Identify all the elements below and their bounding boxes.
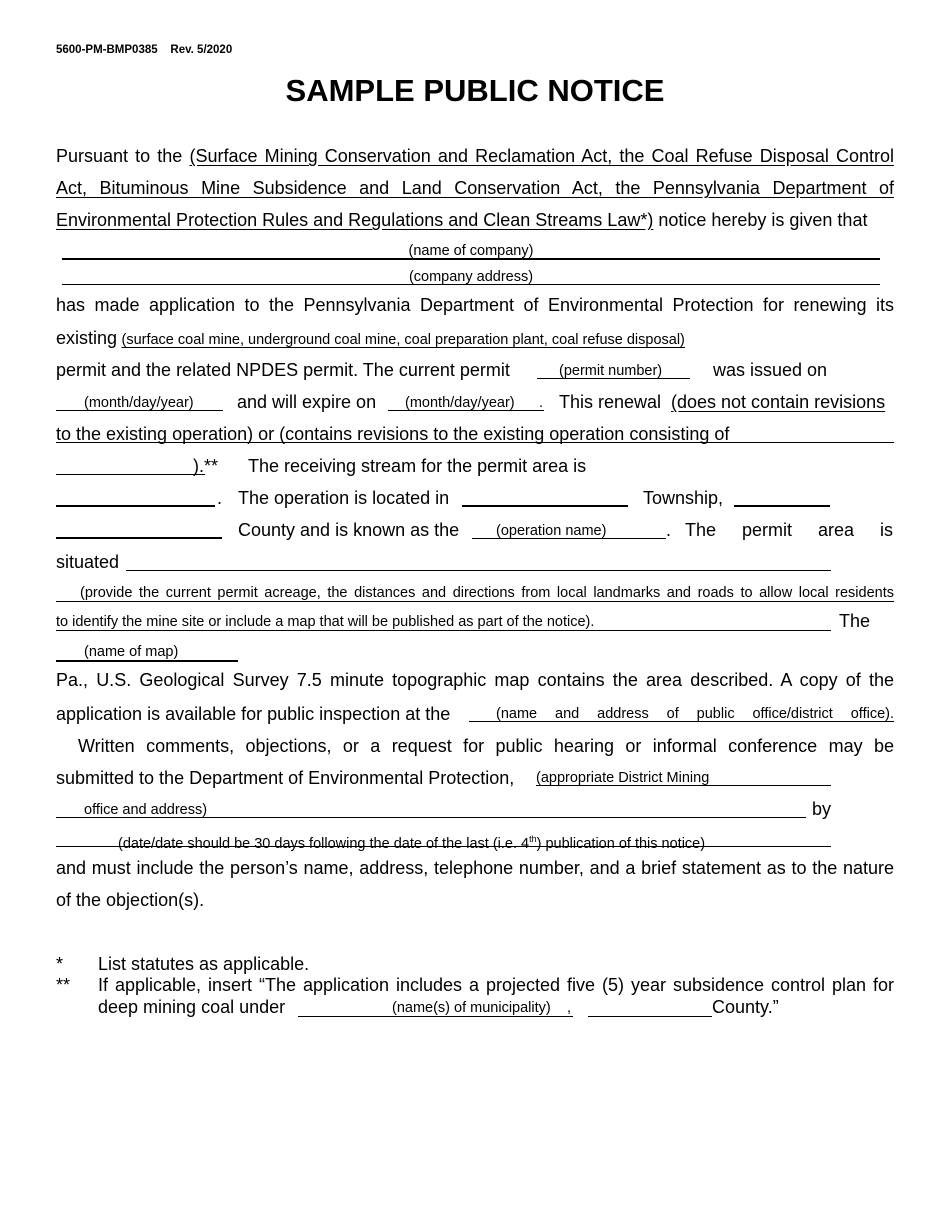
district-field-1[interactable] bbox=[536, 785, 831, 786]
revisions-text-1: (does not contain revisions bbox=[671, 392, 886, 412]
footnote-2-line-1: If applicable, insert “The application includes a projected five (5) year subsidence control plan for bbox=[98, 975, 894, 995]
deadline-field[interactable] bbox=[56, 846, 831, 847]
revisions-close: ). bbox=[193, 456, 204, 476]
permit-number-hint: (permit number) bbox=[559, 363, 663, 379]
district-hint-2: office and address) bbox=[84, 802, 208, 818]
statutes-text-3: Environmental Protection Rules and Regulations and Clean Streams Law*) bbox=[56, 210, 654, 230]
situated-field[interactable] bbox=[126, 570, 831, 571]
notice-line-1: Pursuant to the (Surface Mining Conservation and Reclamation Act, the Coal Refuse Disposal Control bbox=[56, 146, 894, 166]
expire-date-field[interactable] bbox=[388, 410, 544, 411]
usgs-line: Pa., U.S. Geological Survey 7.5 minute topographic map contains the area described. A copy of the bbox=[56, 670, 894, 690]
municipality-hint: (name(s) of municipality) bbox=[392, 1000, 551, 1016]
must-include-line: and must include the person’s name, address, telephone number, and a brief statement as to the nature bbox=[56, 858, 894, 878]
written-line: Written comments, objections, or a request for public hearing or informal conference may be bbox=[78, 736, 894, 756]
revisions-field[interactable] bbox=[56, 442, 894, 443]
permit-number-field[interactable] bbox=[537, 378, 690, 379]
footnote-star-2: ** bbox=[56, 975, 71, 995]
form-id bbox=[56, 44, 232, 56]
form-revision: Rev. 5/2020 bbox=[170, 44, 233, 56]
map-name-field[interactable] bbox=[56, 660, 238, 662]
acreage-hint-2: to identify the mine site or include a map that will be published as part of the notice). bbox=[56, 614, 595, 630]
expire-date-hint: (month/day/year) bbox=[405, 395, 515, 411]
footnote-1: List statutes as applicable. bbox=[98, 954, 310, 974]
deadline-hint: (date/date should be 30 days following the date of the last (i.e. 4th) publication of this notice) bbox=[118, 834, 706, 852]
issue-date-field[interactable] bbox=[56, 410, 223, 411]
existing-line: existing (surface coal mine, underground coal mine, coal preparation plant, coal refuse disposal) bbox=[56, 328, 685, 348]
map-name-hint: (name of map) bbox=[84, 644, 179, 660]
facility-types: (surface coal mine, underground coal mine, coal preparation plant, coal refuse disposal) bbox=[121, 332, 685, 348]
applied-line: has made application to the Pennsylvania Department of Environmental Protection for renewing its bbox=[56, 295, 894, 315]
operation-name-field[interactable] bbox=[472, 538, 666, 539]
township-field[interactable] bbox=[462, 505, 628, 507]
acreage-hint-1: (provide the current permit acreage, the distances and directions from local landmarks and roads to allow local residents bbox=[80, 585, 894, 601]
company-name-field[interactable] bbox=[62, 258, 880, 260]
footnote-star-1: * bbox=[56, 954, 64, 974]
office-field[interactable] bbox=[469, 721, 894, 722]
revisions-text-2: to the existing operation) or (contains revisions to the existing operation consisting of bbox=[56, 424, 730, 444]
statutes-text-2: Act, Bituminous Mine Subsidence and Land Conservation Act, the Pennsylvania Department of bbox=[56, 178, 894, 198]
acreage-field-1[interactable] bbox=[56, 601, 894, 602]
subsidence-county-field[interactable] bbox=[588, 1016, 712, 1017]
form-number: 5600-PM-BMP0385 bbox=[56, 44, 158, 56]
receiving-stream-field[interactable] bbox=[56, 505, 215, 507]
revisions-field-cont[interactable] bbox=[56, 474, 205, 475]
office-hint: (name and address of public office/district office). bbox=[496, 706, 894, 722]
acreage-field-2[interactable] bbox=[56, 630, 831, 631]
operation-name-hint: (operation name) bbox=[496, 523, 607, 539]
notice-line-3: Environmental Protection Rules and Regulations and Clean Streams Law*) notice hereby is given that bbox=[56, 210, 868, 230]
issue-date-hint: (month/day/year) bbox=[84, 395, 194, 411]
district-field-2[interactable] bbox=[56, 817, 806, 818]
statutes-text-1: (Surface Mining Conservation and Reclamation Act, the Coal Refuse Disposal Control bbox=[189, 146, 894, 166]
page-title: SAMPLE PUBLIC NOTICE bbox=[285, 73, 665, 108]
company-address-field[interactable] bbox=[62, 284, 880, 285]
company-name-hint: (name of company) bbox=[408, 243, 534, 259]
municipality-field[interactable] bbox=[298, 1016, 573, 1017]
company-address-hint: (company address) bbox=[408, 269, 534, 285]
objections-line: of the objection(s). bbox=[56, 890, 205, 910]
district-hint-1: (appropriate District Mining bbox=[536, 770, 710, 786]
township-field-2[interactable] bbox=[734, 505, 830, 507]
county-field[interactable] bbox=[56, 537, 222, 539]
